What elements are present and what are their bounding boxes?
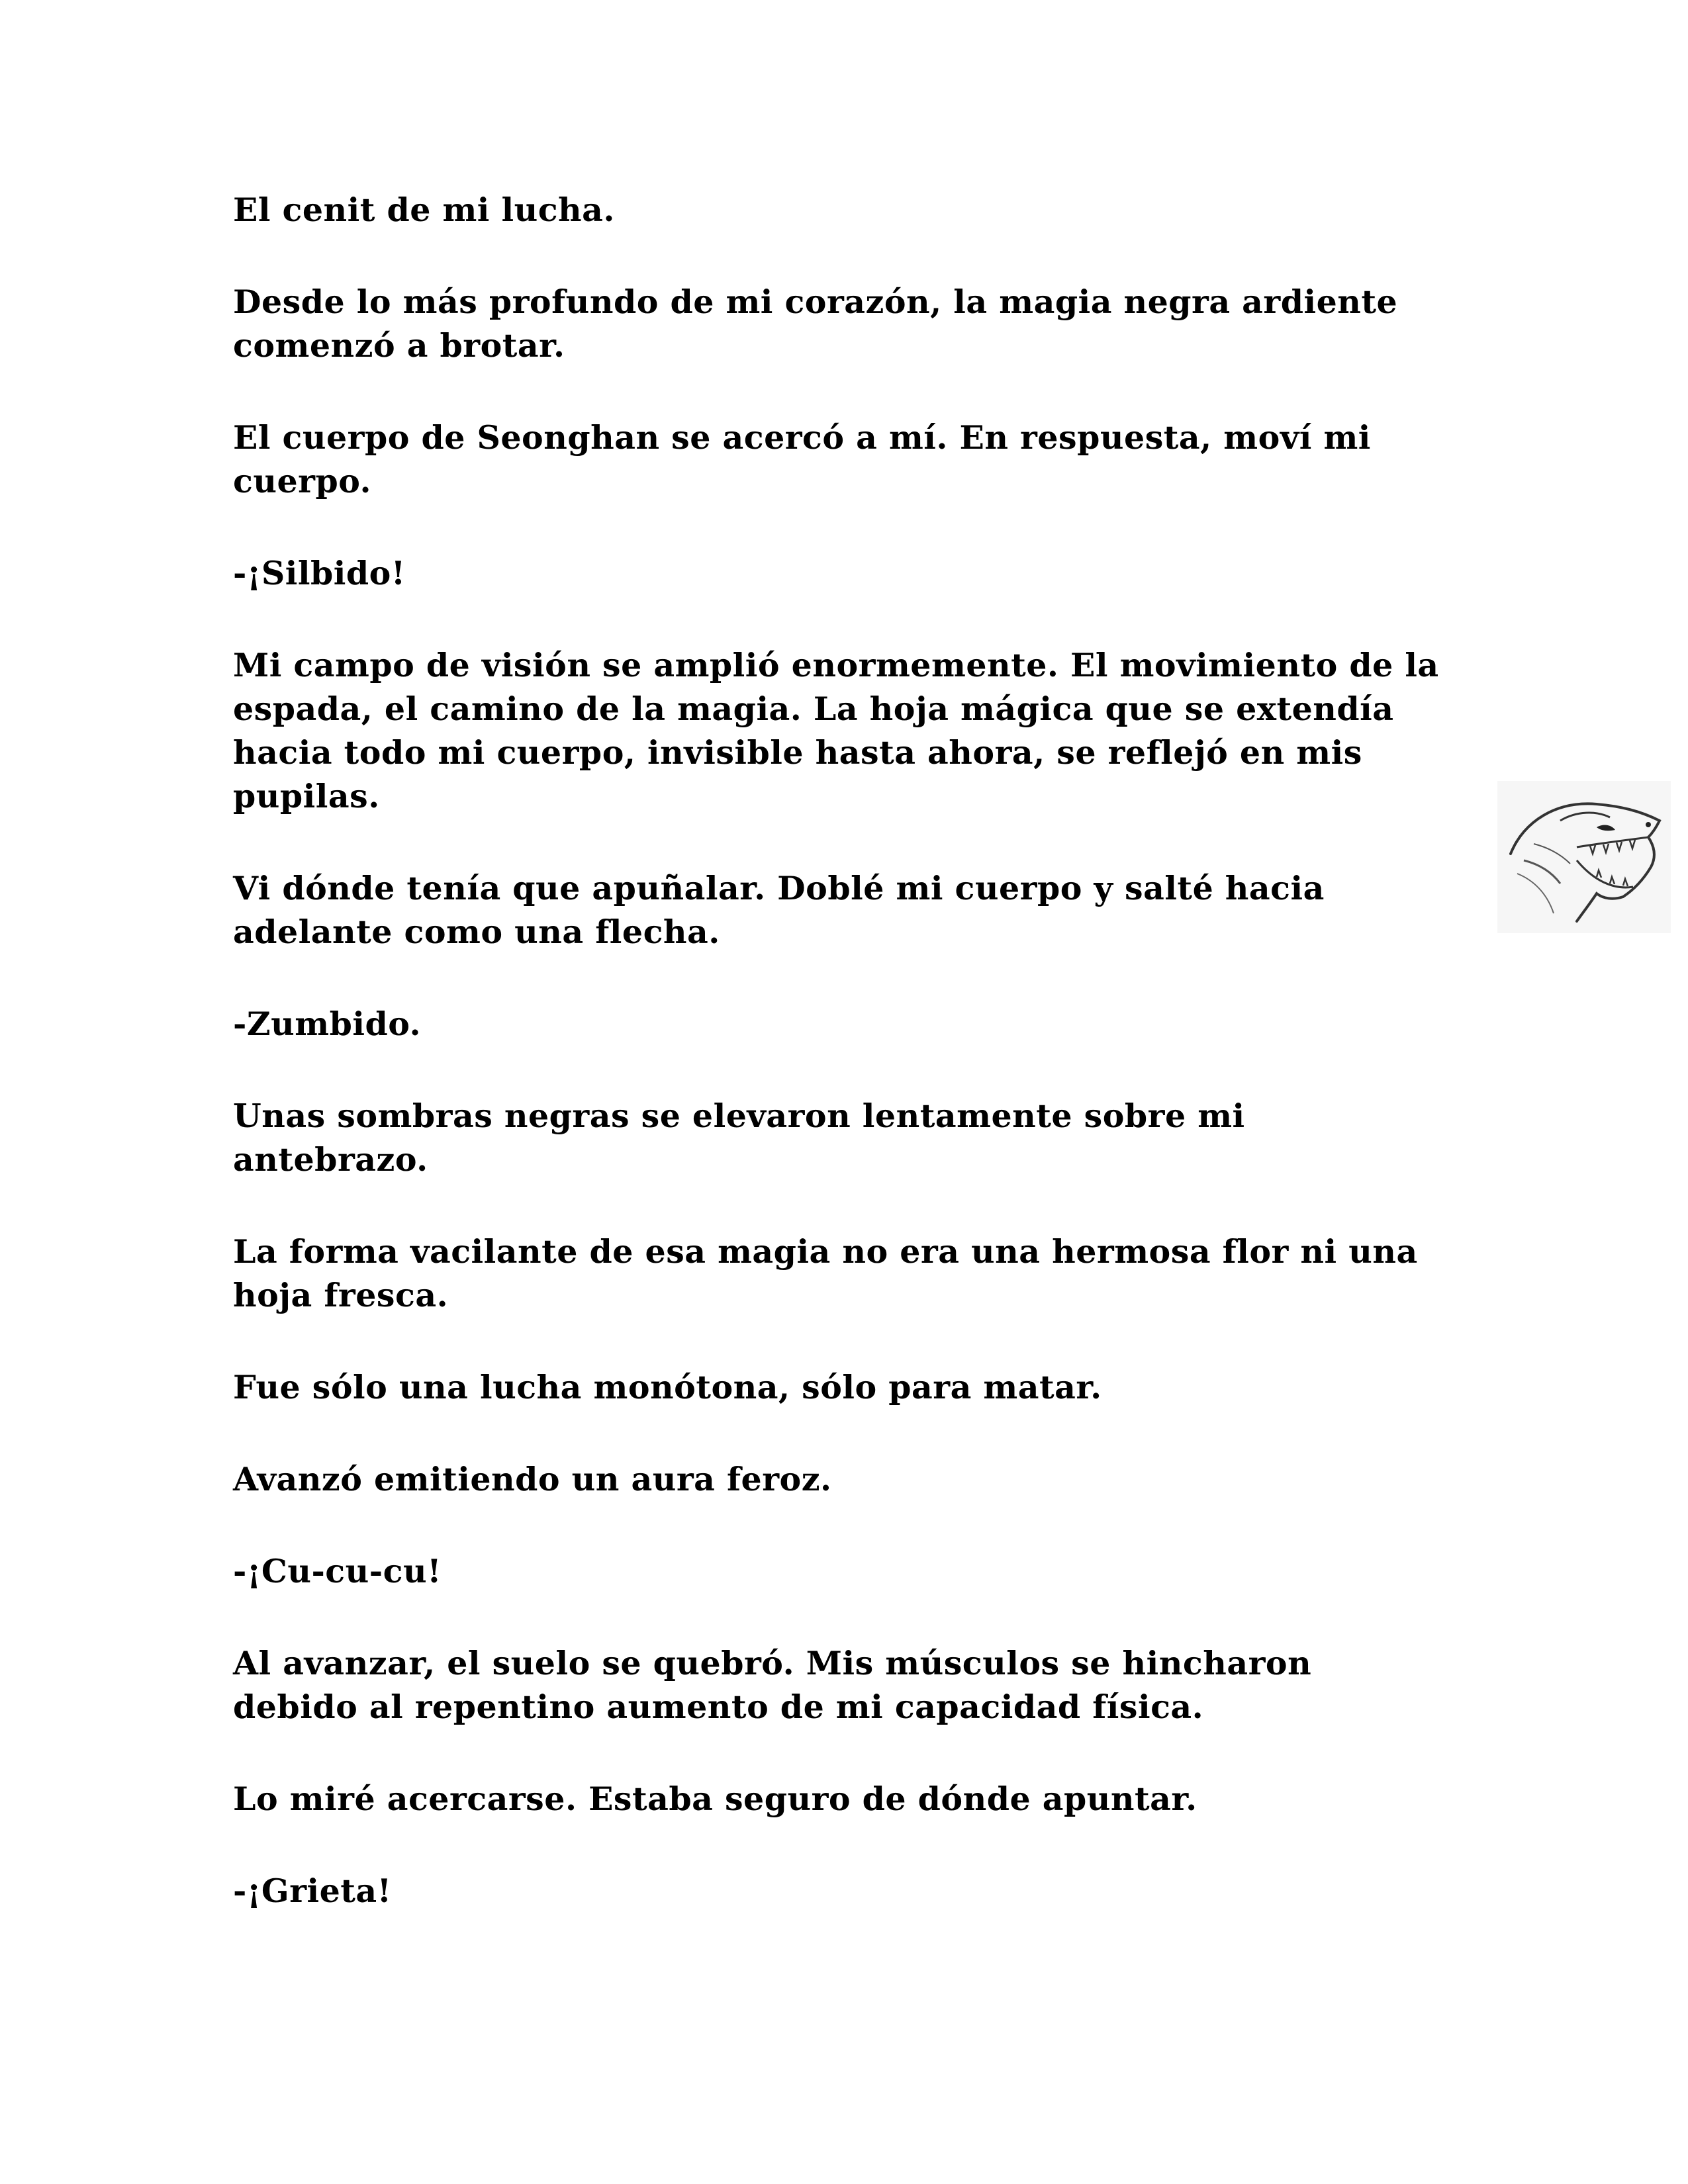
paragraph-3: El cuerpo de Seonghan se acercó a mí. En respuesta, moví mi cuerpo. [233, 418, 1371, 500]
paragraph-15: -¡Grieta! [233, 1872, 392, 1910]
paragraph-4: -¡Silbido! [233, 554, 406, 592]
paragraph-8: Unas sombras negras se elevaron lentamente sobre mi antebrazo. [233, 1097, 1245, 1179]
dinosaur-head-icon [1497, 781, 1671, 933]
document-body [233, 188, 1444, 1961]
paragraph-7: -Zumbido. [233, 1005, 422, 1043]
paragraph-10: Fue sólo una lucha monótona, sólo para matar. [233, 1368, 1102, 1406]
paragraph-12: -¡Cu-cu-cu! [233, 1552, 442, 1590]
paragraph-11: Avanzó emitiendo un aura feroz. [233, 1460, 832, 1498]
paragraph-5: Mi campo de visión se amplió enormemente. El movimiento de la espada, el camino de la magia. La hoja mágica que se extendía hacia todo mi cuerpo, invisible hasta ahora, se reflejó en mis pupilas. [233, 646, 1439, 815]
paragraph-6: Vi dónde tenía que apuñalar. Doblé mi cuerpo y salté hacia adelante como una flecha. [233, 869, 1325, 951]
paragraph-14: Lo miré acercarse. Estaba seguro de dónde apuntar. [233, 1780, 1197, 1818]
paragraph-1: El cenit de mi lucha. [233, 191, 615, 229]
paragraph-2: Desde lo más profundo de mi corazón, la magia negra ardiente comenzó a brotar. [233, 283, 1398, 365]
paragraph-9: La forma vacilante de esa magia no era una hermosa flor ni una hoja fresca. [233, 1232, 1418, 1314]
paragraph-13: Al avanzar, el suelo se quebró. Mis músculos se hincharon debido al repentino aumento de mi capacidad física. [233, 1644, 1312, 1726]
